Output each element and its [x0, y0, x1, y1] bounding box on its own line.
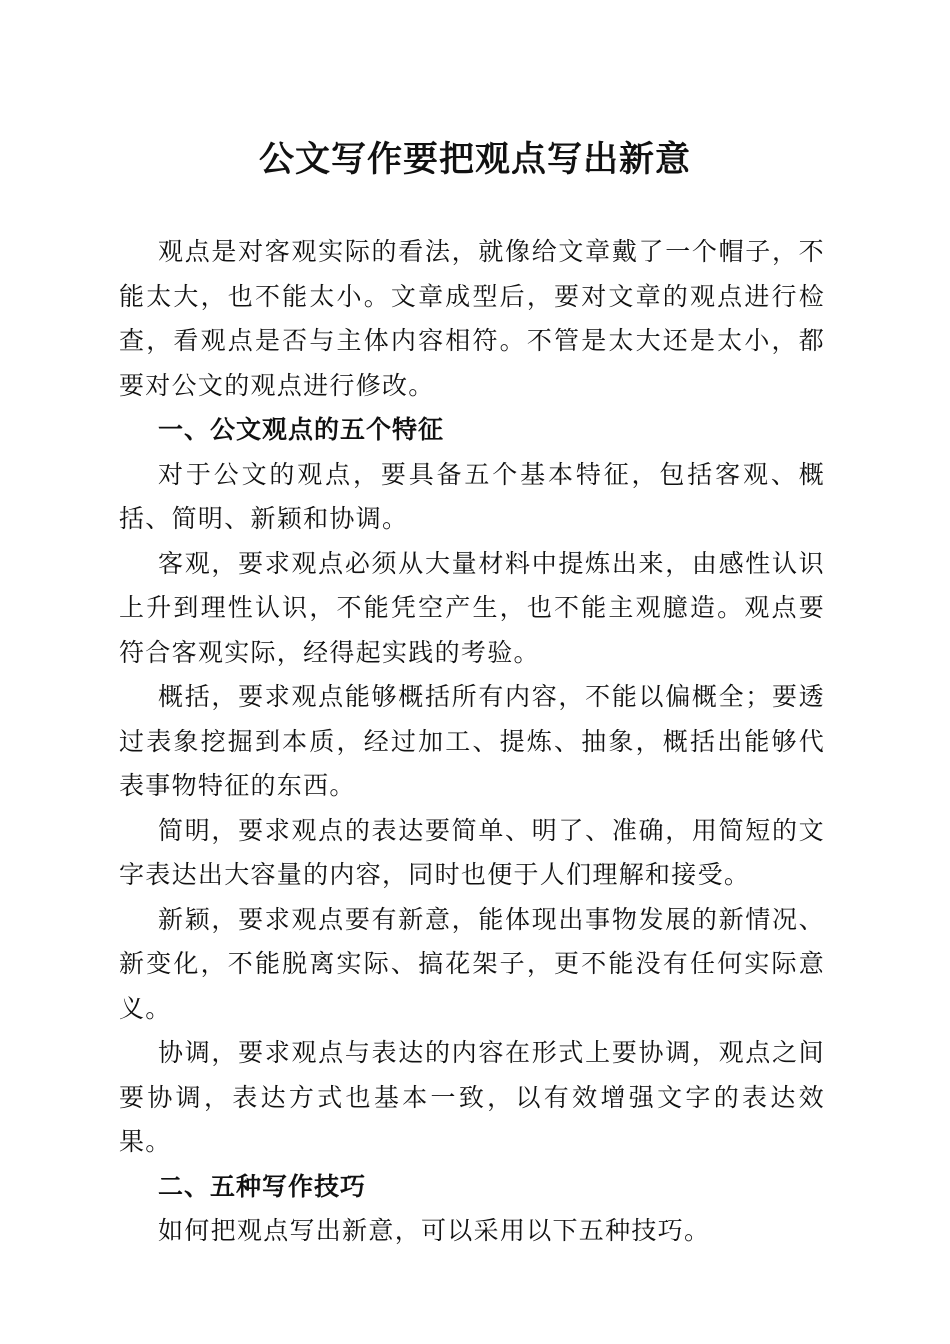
document-body: [119, 230, 825, 1254]
section1-paragraph-4: 简明，要求观点的表达要简单、明了、准确，用简短的文字表达出大容量的内容，同时也便于人们理解和接受。: [119, 815, 825, 889]
section2-paragraph-1: 如何把观点写出新意，可以采用以下五种技巧。: [158, 1216, 711, 1245]
section1-paragraph-6: 协调，要求观点与表达的内容在形式上要协调，观点之间要协调，表达方式也基本一致，以有效增强文字的表达效果。: [119, 1038, 825, 1156]
section1-paragraph-3: 概括，要求观点能够概括所有内容，不能以偏概全；要透过表象挖掘到本质，经过加工、提炼、抽象，概括出能够代表事物特征的东西。: [119, 682, 825, 800]
section1-paragraph-2: 客观，要求观点必须从大量材料中提炼出来，由感性认识上升到理性认识，不能凭空产生，也不能主观臆造。观点要符合客观实际，经得起实践的考验。: [119, 548, 825, 667]
section1-paragraph-5: 新颖，要求观点要有新意，能体现出事物发展的新情况、新变化，不能脱离实际、搞花架子，更不能没有任何实际意义。: [119, 904, 825, 1023]
section-heading-1: 一、公文观点的五个特征: [158, 415, 445, 444]
intro-paragraph: 观点是对客观实际的看法，就像给文章戴了一个帽子，不能太大，也不能太小。文章成型后，要对文章的观点进行检查，看观点是否与主体内容相符。不管是太大还是太小，都要对公文的观点进行修改。: [119, 237, 825, 400]
document-title: 公文写作要把观点写出新意: [258, 139, 691, 180]
section-heading-2: 二、五种写作技巧: [158, 1171, 367, 1201]
section1-paragraph-1: 对于公文的观点，要具备五个基本特征，包括客观、概括、简明、新颖和协调。: [119, 459, 825, 533]
